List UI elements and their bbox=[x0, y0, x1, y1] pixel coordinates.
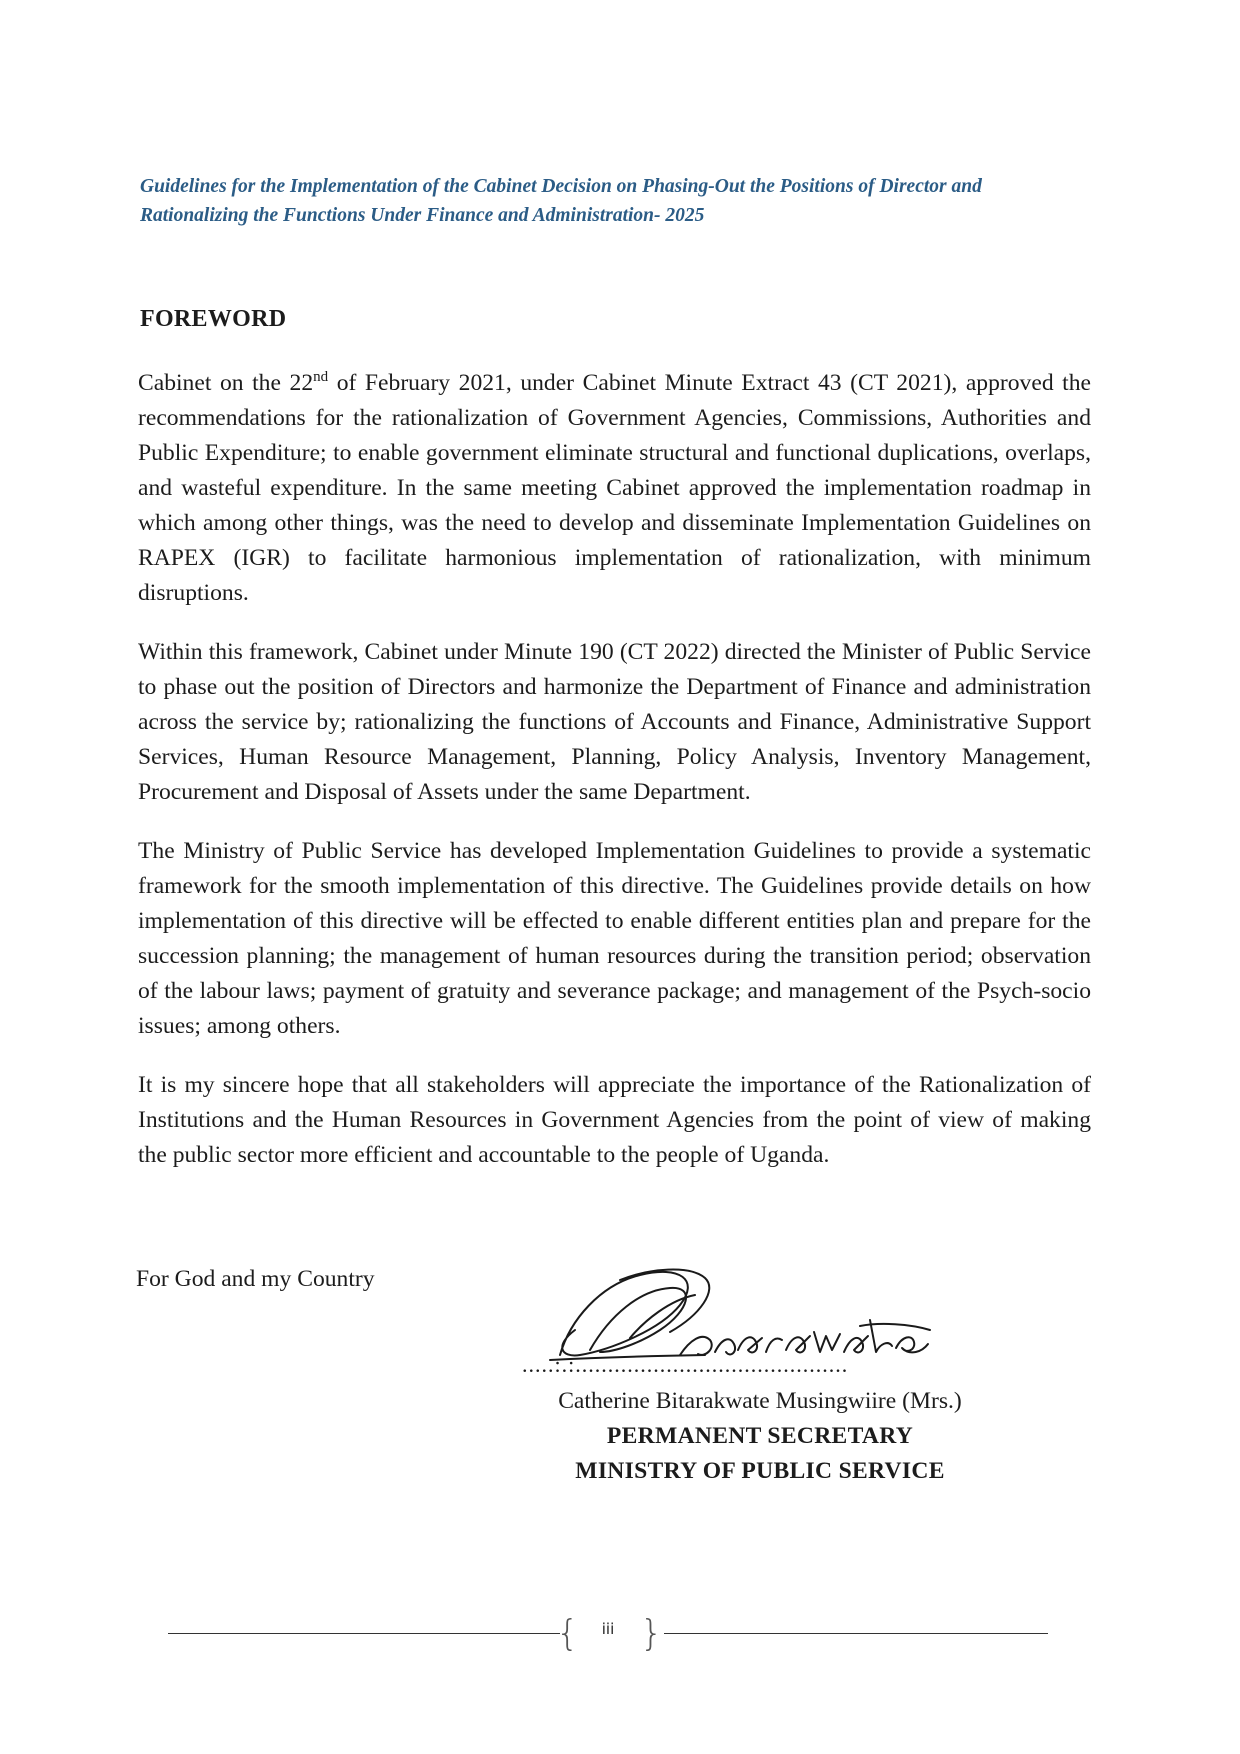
page-number: iii bbox=[601, 1620, 615, 1638]
page-footer bbox=[168, 1612, 1048, 1656]
paragraph-3: The Ministry of Public Service has developed Implementation Guidelines to provide a systematic framework for the smooth implementation of this directive. The Guidelines provide details on how implementation of this directive will be effected to enable different entities plan and prepare for the succession planning; the management of human resources during the transition period; observation of the labour laws; payment of gratuity and severance package; and management of the Psych-socio issues; among others. bbox=[138, 838, 1091, 1039]
open-brace-icon: { bbox=[556, 1613, 579, 1654]
footer-rule-right bbox=[664, 1633, 1048, 1634]
paragraph-1-rest: of February 2021, under Cabinet Minute Extract 43 (CT 2021), approved the recommendations for the rationalization of Government Agencies, Commissions, Authorities and Public Expenditure; to enable government eliminate structural and functional duplications, overlaps, and wasteful expenditure. In the same meeting Cabinet approved the implementation roadmap in which among other things, was the need to develop and disseminate Implementation Guidelines on RAPEX (IGR) to facilitate harmonious implementation of rationalization, with minimum disruptions. bbox=[138, 370, 1092, 606]
signatory-block bbox=[510, 1384, 1010, 1489]
paragraph-2: Within this framework, Cabinet under Minute 190 (CT 2022) directed the Minister of Public Service to phase out the position of Directors and harmonize the Department of Finance and administration across the service by; rationalizing the functions of Accounts and Finance, Administrative Support Services, Human Resource Management, Planning, Policy Analysis, Inventory Management, Procurement and Disposal of Assets under the same Department. bbox=[138, 639, 1091, 805]
ordinal-suffix: nd bbox=[313, 369, 329, 386]
signatory-organization: MINISTRY OF PUBLIC SERVICE bbox=[575, 1458, 945, 1484]
signatory-name: Catherine Bitarakwate Musingwiire (Mrs.) bbox=[558, 1388, 962, 1414]
running-header bbox=[140, 172, 1100, 230]
signature-line: .....:.:.......................................... bbox=[522, 1352, 849, 1377]
paragraph-1 bbox=[138, 366, 1091, 611]
footer-rule-left bbox=[168, 1633, 560, 1634]
running-header-line-2: Rationalizing the Functions Under Finance and Administration- 2025 bbox=[140, 205, 705, 226]
close-brace-icon: } bbox=[640, 1613, 663, 1654]
paragraph-4: It is my sincere hope that all stakeholders will appreciate the importance of the Rationalization of Institutions and the Human Resources in Government Agencies from the point of view of making the public sector more efficient and accountable to the people of Uganda. bbox=[138, 1072, 1091, 1168]
closing-salutation: For God and my Country bbox=[136, 1266, 375, 1292]
foreword-body bbox=[138, 366, 1091, 1197]
section-title: FOREWORD bbox=[140, 306, 287, 332]
signatory-title: PERMANENT SECRETARY bbox=[606, 1423, 914, 1449]
running-header-line-1: Guidelines for the Implementation of the Cabinet Decision on Phasing-Out the Positions of Director and bbox=[140, 176, 982, 197]
paragraph-1-start: Cabinet on the 22 bbox=[138, 370, 314, 396]
